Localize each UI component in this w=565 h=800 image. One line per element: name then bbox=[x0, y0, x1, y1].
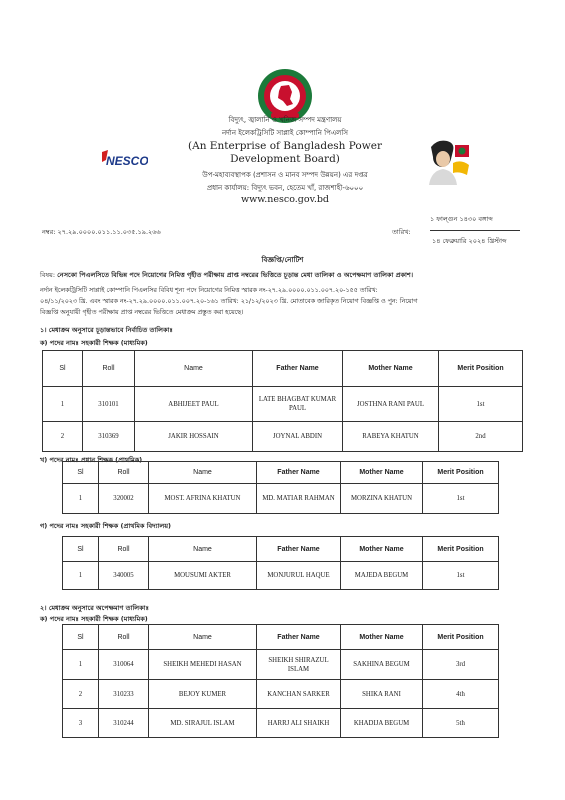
col-mother-name: Mother Name bbox=[341, 462, 423, 484]
cell-name: BEJOY KUMER bbox=[149, 680, 257, 709]
cell-mother-name: KHADIJA BEGUM bbox=[341, 709, 423, 738]
col-name: Name bbox=[149, 625, 257, 650]
cell-name: MOST. AFRINA KHATUN bbox=[149, 484, 257, 514]
notice-title: বিজ্ঞপ্তি/নোটিশ bbox=[261, 256, 304, 264]
table-3-post: গ) পদের নামঃ সহকারী শিক্ষক (প্রাথমিক বিদ্যালয়) bbox=[40, 522, 171, 530]
cell-name: MD. SIRAJUL ISLAM bbox=[149, 709, 257, 738]
merit-table-1 bbox=[42, 350, 523, 452]
col-merit-position: Merit Position bbox=[439, 351, 523, 387]
cell-roll: 310233 bbox=[99, 680, 149, 709]
col-roll: Roll bbox=[83, 351, 135, 387]
cell-name: JAKIR HOSSAIN bbox=[135, 422, 253, 452]
cell-merit-position: 1st bbox=[423, 484, 499, 514]
cell-sl: 1 bbox=[63, 484, 99, 514]
table-4-post: ক) পদের নামঃ সহকারী শিক্ষক (মাধ্যমিক) bbox=[40, 615, 148, 623]
merit-table-2 bbox=[62, 461, 499, 514]
cell-mother-name: MORZINA KHATUN bbox=[341, 484, 423, 514]
cell-mother-name: RABEYA KHATUN bbox=[343, 422, 439, 452]
table-row bbox=[43, 387, 523, 422]
col-father-name: Father Name bbox=[257, 462, 341, 484]
col-roll: Roll bbox=[99, 462, 149, 484]
company-name-bn: নর্দান ইলেকট্রিসিটি সাপ্লাই কোম্পানি পিএলসি bbox=[221, 129, 349, 137]
col-name: Name bbox=[149, 462, 257, 484]
cell-roll: 310101 bbox=[83, 387, 135, 422]
office-name: উপ-মহাব্যবস্থাপক (প্রশাসন ও মানব সম্পদ উন্নয়ন) এর দপ্তর bbox=[202, 171, 368, 179]
col-sl: Sl bbox=[63, 462, 99, 484]
date-divider bbox=[430, 230, 520, 231]
table-1-post: ক) পদের নামঃ সহকারী শিক্ষক (মাধ্যমিক) bbox=[40, 339, 148, 347]
paragraph-line-1: নর্দান ইলেকট্রিসিটি সাপ্লাই কোম্পানি পিএলসির বিবিধ শূন্য পদে নিয়োগের নিমিত্ত স্মারক নং-২৭.২৯.০০০০.০১১.০০৭.২০-১৫৫ তারিখ: bbox=[40, 287, 378, 294]
col-merit-position: Merit Position bbox=[423, 462, 499, 484]
date-bangla: ১ ফাল্গুন ১৪৩০ বঙ্গাব্দ bbox=[430, 215, 493, 223]
cell-father-name: SHEIKH SHIRAZUL ISLAM bbox=[257, 650, 341, 680]
office-address: প্রধান কার্যালয়: বিদ্যুৎ ভবন, হেতেম খাঁ, রাজশাহী-৬০০০ bbox=[206, 184, 364, 192]
waiting-table bbox=[62, 624, 499, 738]
cell-father-name: MONJURUL HAQUE bbox=[257, 562, 341, 590]
portrait-emblem bbox=[423, 137, 473, 185]
cell-father-name: KANCHAN SARKER bbox=[257, 680, 341, 709]
cell-roll: 310369 bbox=[83, 422, 135, 452]
table-header-row bbox=[43, 351, 523, 387]
website-link[interactable]: www.nesco.gov.bd bbox=[240, 194, 330, 205]
col-sl: Sl bbox=[63, 625, 99, 650]
cell-name: MOUSUMI AKTER bbox=[149, 562, 257, 590]
col-mother-name: Mother Name bbox=[341, 625, 423, 650]
section-2-heading: ২। মেধাক্রম অনুসারে অপেক্ষমাণ তালিকাঃ bbox=[40, 604, 150, 612]
col-merit-position: Merit Position bbox=[423, 625, 499, 650]
cell-roll: 310244 bbox=[99, 709, 149, 738]
enterprise-line-1: (An Enterprise of Bangladesh Power bbox=[188, 140, 382, 152]
cell-roll: 320002 bbox=[99, 484, 149, 514]
table-header-row bbox=[63, 462, 499, 484]
cell-name: ABHIJEET PAUL bbox=[135, 387, 253, 422]
cell-mother-name: SAKHINA BEGUM bbox=[341, 650, 423, 680]
col-sl: Sl bbox=[43, 351, 83, 387]
svg-text:NESCO: NESCO bbox=[106, 154, 148, 168]
col-name: Name bbox=[149, 537, 257, 562]
merit-table-3 bbox=[62, 536, 499, 590]
enterprise-line-2: Development Board) bbox=[230, 153, 340, 165]
cell-merit-position: 5th bbox=[423, 709, 499, 738]
cell-father-name: MD. MATIAR RAHMAN bbox=[257, 484, 341, 514]
cell-sl: 1 bbox=[43, 387, 83, 422]
col-father-name: Father Name bbox=[257, 625, 341, 650]
cell-sl: 1 bbox=[63, 562, 99, 590]
col-sl: Sl bbox=[63, 537, 99, 562]
col-mother-name: Mother Name bbox=[341, 537, 423, 562]
table-row bbox=[63, 484, 499, 514]
nesco-logo bbox=[100, 148, 148, 170]
subject-text: নেসকো পিএলসিতে বিভিন্ন পদে নিয়োগের নিমিত্ত গৃহীত পরীক্ষায় প্রাপ্ত নম্বরের ভিত্তিতে চূড়ান্ত মেধা তালিকা ও অপেক্ষমাণ তালিকা প্রকাশ। bbox=[57, 271, 414, 279]
cell-father-name: LATE BHAGBAT KUMAR PAUL bbox=[253, 387, 343, 422]
cell-merit-position: 2nd bbox=[439, 422, 523, 452]
cell-merit-position: 1st bbox=[439, 387, 523, 422]
col-roll: Roll bbox=[99, 537, 149, 562]
cell-mother-name: SHIKA RANI bbox=[341, 680, 423, 709]
ministry-name: বিদ্যুৎ, জ্বালানি ও খনিজ সম্পদ মন্ত্রণালয় bbox=[228, 116, 342, 124]
cell-sl: 2 bbox=[43, 422, 83, 452]
table-row bbox=[63, 650, 499, 680]
cell-father-name: HARRJ ALI SHAIKH bbox=[257, 709, 341, 738]
subject-line bbox=[40, 270, 413, 281]
col-name: Name bbox=[135, 351, 253, 387]
cell-roll: 310064 bbox=[99, 650, 149, 680]
col-merit-position: Merit Position bbox=[423, 537, 499, 562]
memo-number: নম্বর: ২৭.২৯.০০০০.০১১.১১.০৩৫.১৯.২৬৬ bbox=[42, 228, 161, 236]
table-row bbox=[63, 562, 499, 590]
subject-label: বিষয়: bbox=[40, 271, 56, 279]
cell-sl: 3 bbox=[63, 709, 99, 738]
table-row bbox=[63, 709, 499, 738]
cell-mother-name: MAJEDA BEGUM bbox=[341, 562, 423, 590]
cell-merit-position: 4th bbox=[423, 680, 499, 709]
table-header-row bbox=[63, 537, 499, 562]
cell-sl: 2 bbox=[63, 680, 99, 709]
table-row bbox=[43, 422, 523, 452]
cell-roll: 340005 bbox=[99, 562, 149, 590]
section-1-heading: ১। মেধাক্রম অনুসারে চূড়ান্তভাবে নির্বাচিত তালিকাঃ bbox=[40, 326, 173, 334]
cell-father-name: JOYNAL ABDIN bbox=[253, 422, 343, 452]
paragraph-line-3: বিজ্ঞপ্তি অনুযায়ী গৃহীত পরীক্ষায় প্রাপ্ত নম্বরের ভিত্তিতে মেধাক্রম প্রস্তুত করা হয়েছে। bbox=[40, 309, 244, 316]
date-label: তারিখ: bbox=[392, 228, 411, 236]
date-english: ১৪ ফেব্রুয়ারি ২০২৪ খ্রিস্টাব্দ bbox=[432, 237, 507, 245]
table-2-post: খ) পদের নামঃ প্রধান শিক্ষক (প্রাথমিক) bbox=[40, 456, 143, 464]
cell-name: SHEIKH MEHEDI HASAN bbox=[149, 650, 257, 680]
paragraph-line-2: ০৪/১১/২০২৩ খ্রি. এবং স্মারক নং-২৭.২৯.০০০০.০১১.০০৭.২০-১৬১ তারিখ: ২১/১২/২০২৩ খ্রি. মোতাবেক জারিকৃত নিয়োগ বিজ্ঞপ্তি ও পুন: নিয়োগ bbox=[40, 298, 418, 305]
col-father-name: Father Name bbox=[257, 537, 341, 562]
cell-mother-name: JOSTHNA RANI PAUL bbox=[343, 387, 439, 422]
table-header-row bbox=[63, 625, 499, 650]
table-row bbox=[63, 680, 499, 709]
cell-merit-position: 3rd bbox=[423, 650, 499, 680]
cell-merit-position: 1st bbox=[423, 562, 499, 590]
col-father-name: Father Name bbox=[253, 351, 343, 387]
col-roll: Roll bbox=[99, 625, 149, 650]
col-mother-name: Mother Name bbox=[343, 351, 439, 387]
cell-sl: 1 bbox=[63, 650, 99, 680]
